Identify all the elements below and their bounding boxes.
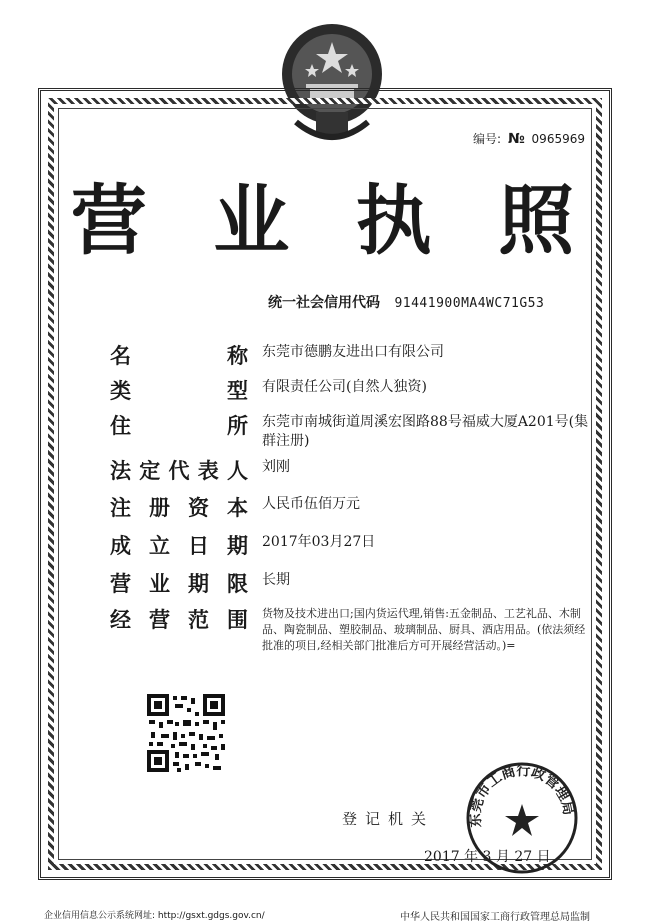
label-char: 日: [188, 534, 209, 558]
field-address: [110, 410, 590, 451]
label-char: 期: [227, 534, 248, 558]
field-established-value: 2017年03月27日: [262, 534, 376, 550]
field-legal-rep-label: [110, 455, 248, 485]
label-char: 经: [110, 608, 131, 632]
label-char: 名: [110, 344, 131, 368]
label-char: 类: [110, 379, 131, 403]
official-seal-icon: [464, 760, 580, 876]
label-char: 期: [188, 572, 209, 596]
field-capital-value: 人民币伍佰万元: [262, 496, 360, 512]
credit-code-label: 统一社会信用代码: [268, 295, 380, 311]
footer-website: 企业信用信息公示系统网址: http://gsxt.gdgs.gov.cn/: [44, 911, 265, 921]
field-legal-rep-value: 刘刚: [262, 459, 290, 475]
credit-code-row: [268, 292, 544, 312]
field-capital: [110, 492, 590, 522]
field-established-label: [110, 530, 248, 560]
registration-authority-label: 登记机关: [342, 810, 435, 828]
field-scope-value: 货物及技术进出口;国内货运代理,销售:五金制品、工艺礼品、木制品、陶瓷制品、塑胶制品、玻璃制品、厨具、酒店用品。(依法须经批准的项目,经相关部门批准后方可开展经营活动。)=: [262, 607, 586, 652]
label-char: 册: [149, 496, 170, 520]
label-char: 称: [227, 344, 248, 368]
label-char: 所: [227, 414, 248, 438]
label-char: 营: [149, 608, 170, 632]
field-term-label: [110, 568, 248, 598]
label-char: 围: [227, 608, 248, 632]
seal-text: 东莞市工商行政管理局: [467, 763, 577, 828]
label-char: 成: [110, 534, 131, 558]
page-title: 营 业 执 照: [70, 176, 595, 265]
field-address-value: 东莞市南城街道周溪宏图路88号福威大厦A201号(集群注册): [262, 414, 589, 449]
label-char: 资: [188, 496, 209, 520]
field-legal-rep: [110, 455, 590, 485]
field-name-label: [110, 340, 248, 370]
field-type: [110, 375, 590, 405]
field-established: [110, 530, 590, 560]
registration-date: 2017 年 3 月 27 日: [424, 849, 551, 865]
label-char: 限: [227, 572, 248, 596]
field-scope-label: [110, 604, 248, 654]
label-char: 立: [149, 534, 170, 558]
field-term-value: 长期: [262, 572, 290, 588]
label-char: 营: [110, 572, 131, 596]
credit-code-value: 91441900MA4WC71G53: [394, 296, 545, 311]
label-char: 表: [197, 459, 219, 483]
label-char: 本: [227, 496, 248, 520]
serial-no-mark: №: [507, 131, 525, 147]
field-address-label: [110, 410, 248, 451]
field-name: [110, 340, 590, 370]
label-char: 型: [227, 379, 248, 403]
label-char: 法: [110, 459, 131, 483]
label-char: 定: [139, 459, 161, 483]
label-char: 业: [149, 572, 170, 596]
field-type-value: 有限责任公司(自然人独资): [262, 379, 427, 395]
label-char: 人: [227, 459, 248, 483]
field-capital-label: [110, 492, 248, 522]
serial-value: 0965969: [531, 132, 585, 146]
serial-label: 编号:: [473, 132, 502, 146]
label-char: 代: [168, 459, 190, 483]
label-char: 范: [188, 608, 209, 632]
label-char: 住: [110, 414, 131, 438]
field-term: [110, 568, 590, 598]
label-char: 注: [110, 496, 131, 520]
serial-number: [473, 130, 585, 147]
field-type-label: [110, 375, 248, 405]
field-scope: [110, 604, 590, 654]
footer-issuer: 中华人民共和国国家工商行政管理总局监制: [400, 912, 590, 923]
field-name-value: 东莞市德鹏友进出口有限公司: [262, 344, 444, 360]
qr-code-icon: [145, 692, 227, 774]
